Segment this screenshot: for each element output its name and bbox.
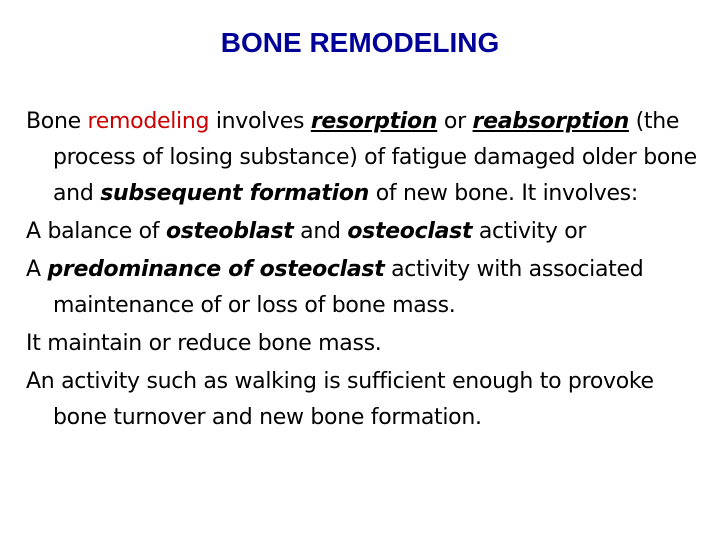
slide-title: BONE REMODELING xyxy=(220,27,500,58)
paragraph-predominance xyxy=(26,252,706,324)
term-predominance-of-osteoclast: predominance of osteoclast xyxy=(47,257,385,282)
slide-body xyxy=(26,104,706,438)
text-span: It maintain or reduce bone mass. xyxy=(26,331,382,356)
text-span: A xyxy=(26,257,48,282)
text-span: An activity such as walking is sufficient enough to provoke bone turnover and new bone formation. xyxy=(26,369,654,430)
text-span: activity with associated maintenance of or loss of bone mass. xyxy=(53,257,644,318)
text-span: Bone xyxy=(26,109,88,134)
term-subsequent-formation: subsequent formation xyxy=(100,181,370,206)
highlight-remodeling: remodeling xyxy=(87,109,210,134)
text-span: activity or xyxy=(472,219,587,244)
term-resorption: resorption xyxy=(310,109,438,134)
paragraph-balance xyxy=(26,214,706,250)
text-span: or xyxy=(437,109,473,134)
paragraph-remodeling-definition xyxy=(26,104,706,212)
term-osteoblast: osteoblast xyxy=(165,219,294,244)
text-span: and xyxy=(293,219,348,244)
term-osteoclast: osteoclast xyxy=(347,219,473,244)
text-span: of new bone. It involves: xyxy=(369,181,638,206)
paragraph-walking xyxy=(26,364,706,436)
paragraph-maintain xyxy=(26,326,706,362)
term-reabsorption: reabsorption xyxy=(472,109,629,134)
text-span: (the process of losing substance) of fatigue damaged older bone and xyxy=(53,109,697,206)
text-span: involves xyxy=(209,109,311,134)
text-span: A balance of xyxy=(26,219,166,244)
